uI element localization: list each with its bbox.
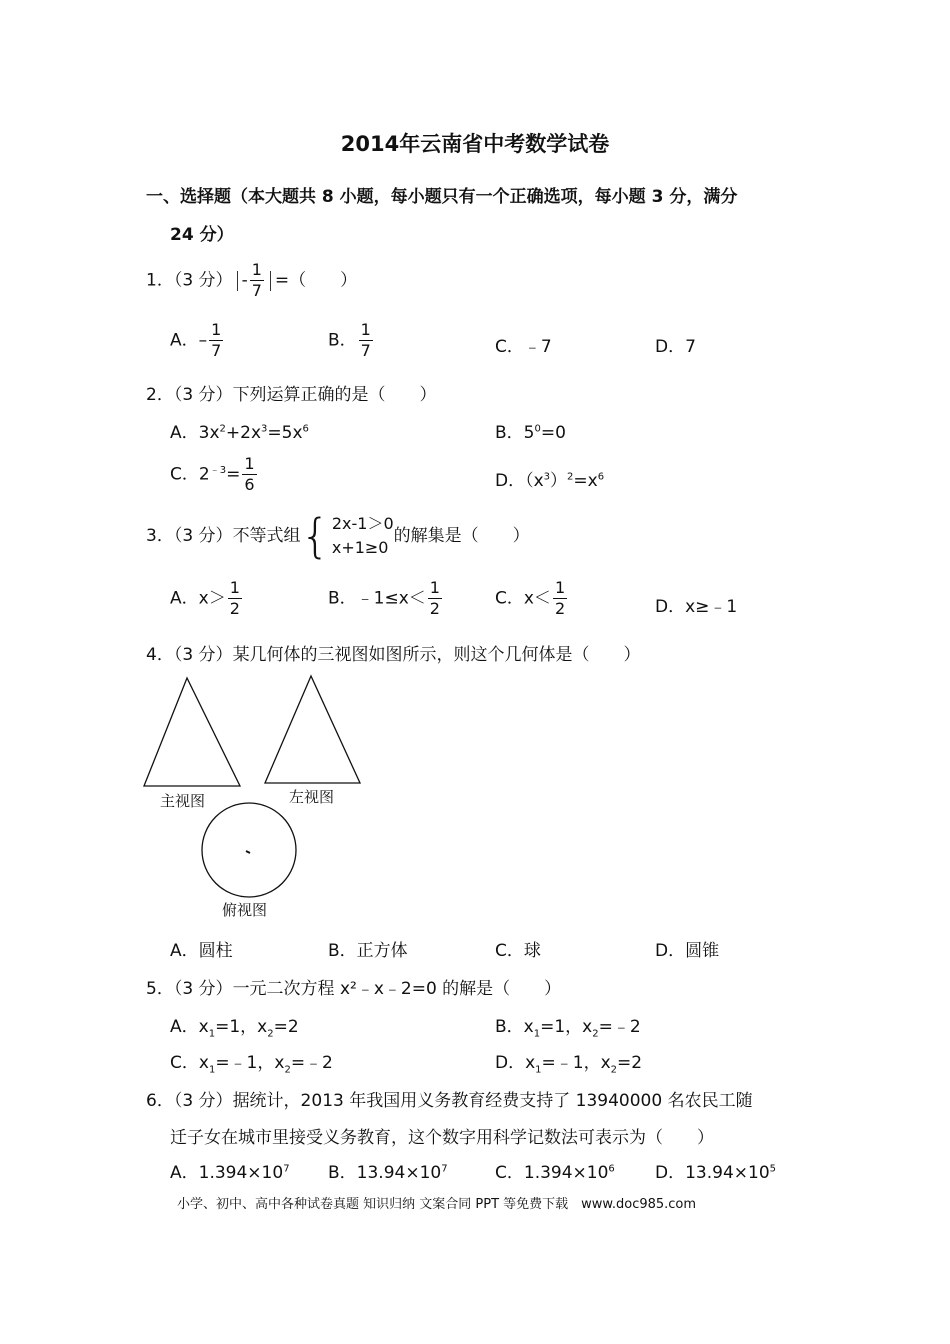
fraction: $\frac{1}{7}$ (251, 260, 262, 300)
section-header-line2: 24 分） (170, 225, 234, 245)
abs-bar-right (270, 271, 271, 291)
q1-option-c: C．﹣7 (495, 337, 552, 357)
section-header-line1: 一、选择题（本大题共 8 小题，每小题只有一个正确选项，每小题 3 分，满分 (146, 187, 738, 207)
q3-option-a: A．x＞ $\frac{1}{2}$ (170, 578, 240, 618)
side-view-triangle (265, 676, 360, 783)
question-number: 1． (146, 270, 174, 291)
inequality-system: 2x-1＞0 x+1≥0 (331, 514, 394, 557)
question-6: 6．（3 分）据统计，2013 年我国用义务教育经费支持了 13940000 名农民工随 (146, 1091, 753, 1111)
q2-option-a: A．$3x^2+2x^3=5x^6$ (170, 423, 309, 443)
question-stem-tail: =（ ） (274, 270, 358, 291)
page-title: 2014年云南省中考数学试卷 (340, 132, 610, 156)
question-1 (146, 262, 357, 299)
q5-option-b: B．$x_1=1$，$x_2=﹣2$ (495, 1017, 641, 1040)
minus-sign: - (241, 270, 248, 291)
q6-option-b: B．$13.94\times 10^7$ (328, 1163, 448, 1183)
question-4: 4．（3 分）某几何体的三视图如图所示，则这个几何体是（ ） (146, 645, 641, 665)
front-view-label: 主视图 (160, 792, 206, 810)
q2-option-d: D．$(x^3)^2=x^6$ (495, 471, 605, 491)
footer-text: 小学、初中、高中各种试卷真题 知识归纳 文案合同 PPT 等免费下载 www.doc985.com (177, 1197, 697, 1212)
q4-option-c: C．球 (495, 941, 541, 961)
q6-option-c: C．$1.394\times 10^6$ (495, 1163, 615, 1183)
center-mark (246, 851, 250, 853)
question-6-line2: 迁子女在城市里接受义务教育，这个数字用科学记数法可表示为（ ） (170, 1128, 714, 1148)
q1-option-d: D．7 (655, 337, 696, 357)
q4-option-a: A．圆柱 (170, 941, 233, 961)
q1-option-a: A．– $\frac{1}{7}$ (170, 320, 222, 360)
top-view-label: 俯视图 (222, 901, 268, 919)
q5-option-d: D．$x_1=﹣1$，$x_2=2$ (495, 1053, 643, 1076)
q6-option-d: D．$13.94\times 10^5$ (655, 1163, 777, 1183)
abs-bar-left (237, 271, 238, 291)
question-2: 2．（3 分）下列运算正确的是（ ） (146, 385, 437, 405)
q2-option-b: B．$5^0=0$ (495, 423, 566, 443)
question-5: 5．（3 分）一元二次方程 x²﹣x﹣2=0 的解是（ ） (146, 979, 562, 999)
q4-option-d: D．圆锥 (655, 941, 720, 961)
q5-option-a: A．$x_1=1$，$x_2=2$ (170, 1017, 299, 1040)
q4-option-b: B．正方体 (328, 941, 408, 961)
side-view-label: 左视图 (289, 788, 335, 806)
q5-option-c: C．$x_1=﹣1$，$x_2=﹣2$ (170, 1053, 333, 1076)
q3-option-b: B．﹣1≤x＜ $\frac{1}{2}$ (328, 578, 440, 618)
q3-option-d: D．x≥﹣1 (655, 597, 738, 617)
q1-option-b: B． $\frac{1}{7}$ (328, 320, 371, 360)
top-view-circle (202, 803, 296, 897)
brace-symbol: { (300, 509, 330, 563)
q2-option-c: C．$2^{﹣3}=$ $\frac{1}{6}$ (170, 454, 255, 494)
front-view-triangle (144, 678, 240, 786)
question-score: （3 分） (173, 270, 233, 291)
q6-option-a: A．$1.394\times 10^7$ (170, 1163, 290, 1183)
question-3: 3．（3 分）不等式组{ 2x-1＞0 x+1≥0 的解集是（ ） (146, 509, 530, 563)
q3-option-c: C．x＜ $\frac{1}{2}$ (495, 578, 566, 618)
